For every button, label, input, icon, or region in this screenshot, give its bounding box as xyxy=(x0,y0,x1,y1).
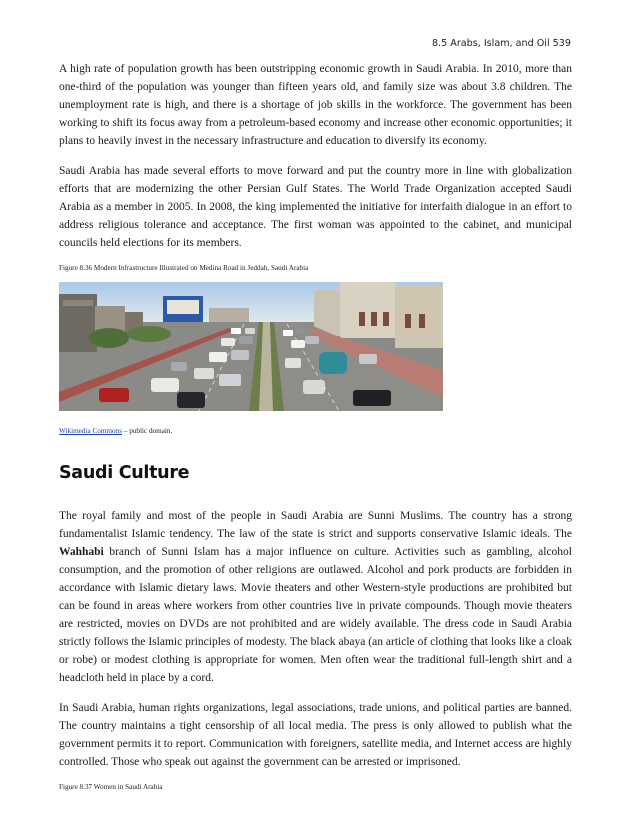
running-head: 8.5 Arabs, Islam, and Oil 539 xyxy=(431,38,571,49)
medina-road-photo xyxy=(59,282,443,411)
culture-p1-start: The royal family and most of the people in Saudi Arabia are Sunni Muslims. The country has a strong fundamentalist Islamic tendency. The law of the state is strict and supports conservative Islamic ideals. The xyxy=(59,510,572,540)
wikimedia-commons-link[interactable]: Wikimedia Commons xyxy=(59,427,122,435)
section-title: Saudi Culture xyxy=(59,463,190,483)
page-content xyxy=(59,60,572,801)
intro-paragraph-2: Saudi Arabia has made several efforts to move forward and put the country more in line with globalization efforts that are modernizing the other Persian Gulf States. The World Trade Organization accepted Saudi Arabia as a member in 2005. In 2008, the king implemented the initiative for interfaith dialogue in an effort to address religious tolerance and acceptance. The first woman was appointed to the cabinet, and municipal councils held elections for its members. xyxy=(59,165,572,249)
culture-paragraph-1 xyxy=(59,507,572,687)
wahhabi-term: Wahhabi xyxy=(59,546,104,558)
figure-8-36-caption: Figure 8.36 Modern Infrastructure Illustrated on Medina Road in Jeddah, Saudi Arabia xyxy=(59,264,309,272)
culture-p1-end: branch of Sunni Islam has a major influence on culture. Activities such as gambling, alcohol consumption, and the promotion of other religions are outlawed. Alcohol and pork products are forbidden in accordance with Islamic dietary laws. Movie theaters and other Western-style productions are prohibited but can be found in areas where workers from other countries live in private compounds. Though movie theaters are restricted, movies on DVDs are not prohibited and are widely available. The dress code in Saudi Arabia strictly follows the Islamic principles of modesty. The black abaya (an article of clothing that looks like a cloak or robe) or modest clothing is appropriate for women. Men often wear the traditional full-length shirt and a headcloth held in place by a cord. xyxy=(59,546,572,684)
intro-paragraph-1: A high rate of population growth has been outstripping economic growth in Saudi Arabia. In 2010, more than one-third of the population was younger than fifteen years old, and family size was about 3.8 children. The unemployment rate is high, and there is a shortage of job skills in the workforce. The government has been working to shift its focus away from a petroleum-based economy and increase other economic opportunities; it plans to heavily invest in the necessary infrastructure and education to diversify its economy. xyxy=(59,63,572,147)
road-traffic-image xyxy=(59,282,443,411)
figure-8-36-credit xyxy=(59,427,572,435)
culture-paragraph-2: In Saudi Arabia, human rights organizations, legal associations, trade unions, and political parties are banned. The country maintains a tight censorship of all local media. The press is only allowed to publish what the government permits it to report. Communication with foreigners, satellite media, and Internet access are highly controlled. Those who speak out against the government can be arrested or imprisoned. xyxy=(59,702,572,768)
figure-8-37-caption: Figure 8.37 Women in Saudi Arabia xyxy=(59,783,163,791)
credit-suffix: – public domain. xyxy=(122,427,173,435)
